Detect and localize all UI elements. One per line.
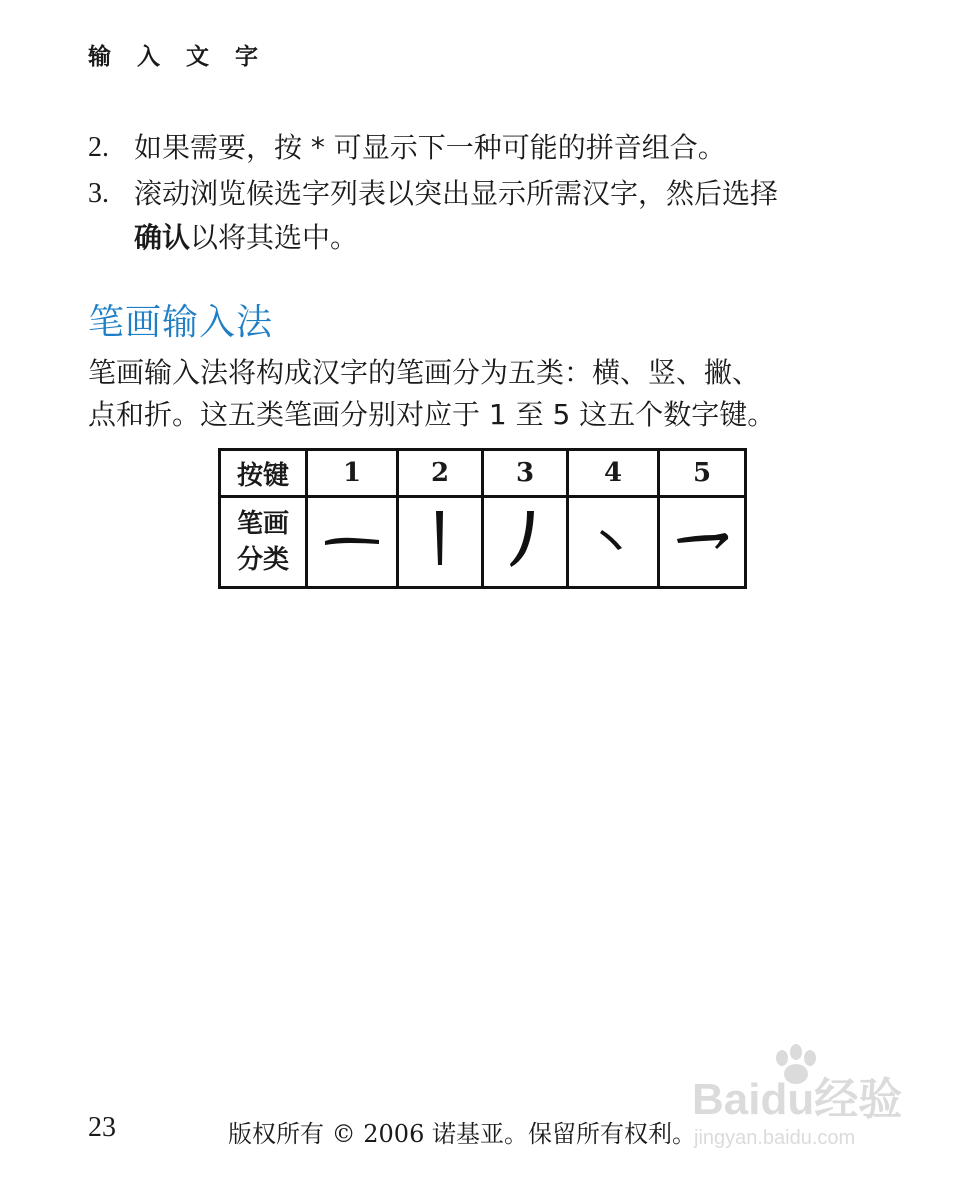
step-text-line2 [134, 216, 358, 260]
page-number: 23 [88, 1112, 116, 1143]
key-cell-1: 1 [307, 450, 398, 497]
key-header-cell: 按键 [220, 450, 307, 497]
step-text: 如果需要，按 * 可显示下一种可能的拼音组合。 [134, 131, 726, 164]
stroke-label-line2: 分类 [236, 545, 289, 575]
section-title: 笔画输入法 [88, 302, 274, 343]
stroke-label-line1: 笔画 [236, 509, 289, 539]
paragraph-line-2: 点和折。这五类笔画分别对应于 1 至 5 这五个数字键。 [88, 398, 776, 431]
running-header: 输 入 文 字 [88, 44, 268, 70]
zhe-stroke-icon [671, 519, 733, 559]
baidu-watermark [690, 1040, 910, 1150]
copyright-notice: 版权所有 © 2006 诺基亚。保留所有权利。 [228, 1120, 696, 1148]
table-row-strokes [220, 497, 746, 588]
step-text-line1: 滚动浏览候选字列表以突出显示所需汉字，然后选择 [134, 177, 779, 210]
stroke-key-table [218, 448, 747, 589]
stroke-cell-zhe [659, 497, 746, 588]
step-text-rest: 以将其选中。 [190, 221, 359, 254]
dian-stroke-icon [588, 514, 638, 564]
key-cell-3: 3 [483, 450, 568, 497]
table-row-keys [220, 450, 746, 497]
shu-stroke-icon [420, 507, 460, 571]
key-cell-5: 5 [659, 450, 746, 497]
key-cell-2: 2 [398, 450, 483, 497]
key-cell-4: 4 [568, 450, 659, 497]
step-number: 3. [88, 178, 109, 209]
paragraph-line-1: 笔画输入法将构成汉字的笔画分为五类：横、竖、撇、 [88, 356, 761, 389]
stroke-header-cell [220, 497, 307, 588]
stroke-cell-heng [307, 497, 398, 588]
heng-stroke-icon [317, 519, 387, 559]
stroke-cell-shu [398, 497, 483, 588]
step-number: 2. [88, 132, 109, 163]
confirm-keyword: 确认 [134, 221, 191, 254]
section-paragraph [88, 352, 775, 436]
watermark-brand: Baidu经验 [692, 1075, 903, 1124]
stroke-cell-dian [568, 497, 659, 588]
watermark-url: jingyan.baidu.com [694, 1127, 856, 1149]
stroke-cell-pie [483, 497, 568, 588]
pie-stroke-icon [503, 507, 547, 571]
